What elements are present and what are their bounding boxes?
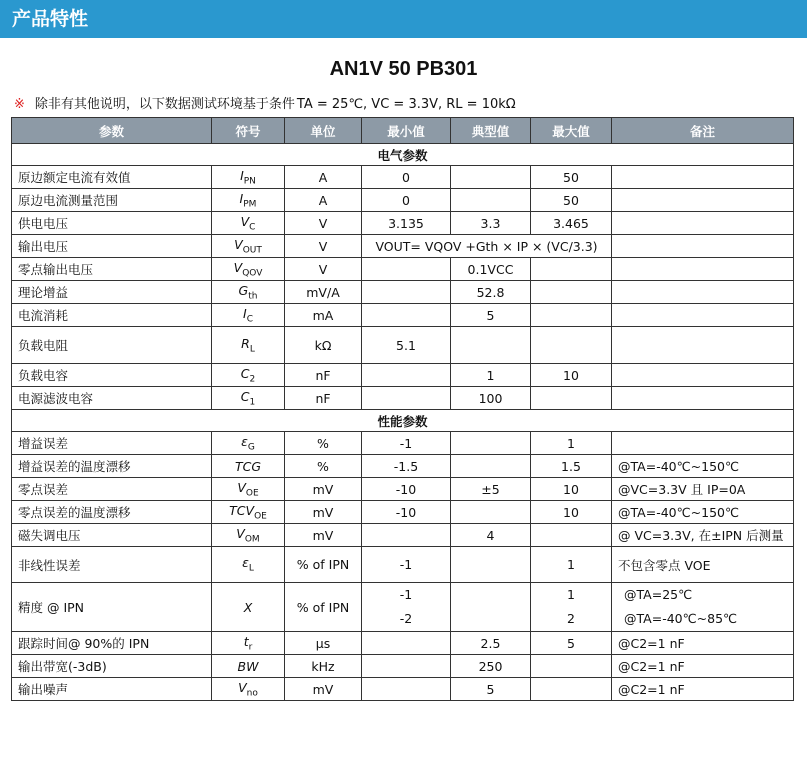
symbol-main: R (241, 335, 250, 351)
product-title: AN1V 50 PB301 (329, 58, 478, 80)
max-cell (531, 524, 612, 547)
symbol-cell (212, 655, 285, 678)
max-cell (531, 387, 612, 410)
table-row (12, 166, 794, 189)
symbol-main: ε (241, 433, 248, 449)
table-row (12, 455, 794, 478)
symbol-cell (212, 547, 285, 583)
param-cell: 磁失调电压 (12, 524, 212, 547)
symbol-main: V (240, 213, 250, 229)
symbol-cell (212, 478, 285, 501)
param-cell: 理论增益 (12, 281, 212, 304)
note-cell (612, 281, 794, 304)
max-cell: 50 (531, 166, 612, 189)
symbol-main: X (243, 599, 253, 615)
note-cell: @C2=1 nF (612, 678, 794, 701)
table-row (12, 212, 794, 235)
max-cell (531, 258, 612, 281)
max-cell: 1 (531, 547, 612, 583)
max-cell: 10 (531, 478, 612, 501)
note-cell: @ VC=3.3V, 在±IPN 后测量 (612, 524, 794, 547)
symbol-main: V (236, 525, 245, 541)
symbol-subscript: C (249, 222, 256, 233)
symbol-main: V (234, 236, 243, 252)
param-cell: 原边额定电流有效值 (12, 166, 212, 189)
min-cell (362, 281, 451, 304)
unit-cell: nF (285, 387, 362, 410)
max-value-2: 2 (567, 611, 575, 626)
min-cell (362, 655, 451, 678)
param-cell: 供电电压 (12, 212, 212, 235)
symbol-cell (212, 235, 285, 258)
note-cell (612, 583, 794, 632)
symbol-cell (212, 304, 285, 327)
symbol-cell (212, 432, 285, 455)
table-row (12, 632, 794, 655)
unit-cell: μs (285, 632, 362, 655)
table-row (12, 655, 794, 678)
table-row (12, 364, 794, 387)
note-text: 除非有其他说明，以下数据测试环境基于条件 (34, 97, 295, 112)
section-title: 性能参数 (12, 410, 794, 432)
typ-cell: 4 (451, 524, 531, 547)
max-cell: 1 (531, 432, 612, 455)
typ-cell (451, 583, 531, 632)
min-value: -1 (399, 587, 413, 602)
section-row-electrical (12, 144, 794, 166)
min-cell: -1 (362, 547, 451, 583)
header-max: 最大值 (531, 118, 612, 144)
typ-cell: 250 (451, 655, 531, 678)
table-row (12, 281, 794, 304)
section-banner: 产品特性 (0, 0, 807, 38)
symbol-subscript: L (249, 344, 255, 355)
symbol-main: V (233, 259, 243, 275)
note-cell (612, 387, 794, 410)
min-cell: -10 (362, 501, 451, 524)
note-cell: @C2=1 nF (612, 655, 794, 678)
note-cell (612, 304, 794, 327)
test-condition-note (14, 93, 516, 112)
symbol-main: ε (242, 555, 249, 571)
param-cell: 零点误差 (12, 478, 212, 501)
max-cell (531, 583, 612, 632)
symbol-main: I (239, 190, 244, 206)
note-cell (612, 166, 794, 189)
param-cell: 输出电压 (12, 235, 212, 258)
typ-cell: 100 (451, 387, 531, 410)
note-cell (612, 189, 794, 212)
typ-cell: ±5 (451, 478, 531, 501)
typ-cell (451, 327, 531, 364)
max-cell: 50 (531, 189, 612, 212)
min-cell (362, 304, 451, 327)
symbol-main: I (243, 305, 247, 321)
param-cell: 零点输出电压 (12, 258, 212, 281)
param-cell: 增益误差 (12, 432, 212, 455)
symbol-subscript: no (246, 688, 258, 699)
max-cell: 10 (531, 364, 612, 387)
unit-cell: mV/A (285, 281, 362, 304)
note-cell (612, 327, 794, 364)
symbol-main: V (237, 479, 246, 495)
min-cell (362, 258, 451, 281)
min-cell (362, 387, 451, 410)
typ-cell (451, 166, 531, 189)
max-cell (531, 327, 612, 364)
param-cell: 非线性误差 (12, 547, 212, 583)
typ-value (457, 595, 524, 619)
symbol-main: C (240, 365, 250, 381)
note-cell (612, 258, 794, 281)
note-cell (612, 212, 794, 235)
header-param: 参数 (12, 118, 212, 144)
param-cell: 输出噪声 (12, 678, 212, 701)
table-row (12, 387, 794, 410)
symbol-main: G (238, 282, 249, 298)
header-typ: 典型值 (451, 118, 531, 144)
symbol-cell (212, 327, 285, 364)
table-row (12, 189, 794, 212)
symbol-cell (212, 166, 285, 189)
symbol-subscript: r (248, 642, 253, 653)
symbol-subscript: OE (245, 488, 259, 499)
max-cell (531, 655, 612, 678)
header-symbol: 符号 (212, 118, 285, 144)
symbol-cell (212, 455, 285, 478)
typ-cell: 0.1VCC (451, 258, 531, 281)
header-min: 最小值 (362, 118, 451, 144)
unit-cell: V (285, 258, 362, 281)
symbol-cell (212, 501, 285, 524)
section-row-performance (12, 410, 794, 432)
symbol-subscript: 2 (249, 374, 256, 385)
symbol-cell (212, 524, 285, 547)
min-cell: 3.135 (362, 212, 451, 235)
unit-cell: kHz (285, 655, 362, 678)
note-cell (612, 432, 794, 455)
typ-cell (451, 547, 531, 583)
param-cell: 电流消耗 (12, 304, 212, 327)
unit-cell: % (285, 455, 362, 478)
symbol-subscript: QOV (242, 268, 263, 279)
note-condition: TA = 25℃, VC = 3.3V, RL = 10kΩ (296, 97, 516, 112)
table-row (12, 501, 794, 524)
note-cell (612, 235, 794, 258)
note-cell: @VC=3.3V 且 IP=0A (612, 478, 794, 501)
symbol-main: C (240, 388, 250, 404)
min-cell: 0 (362, 166, 451, 189)
table-row (12, 327, 794, 364)
formula-cell: VOUT= VQOV +Gth × IP × (VC/3.3) (362, 235, 612, 258)
symbol-cell (212, 189, 285, 212)
unit-cell: A (285, 166, 362, 189)
min-cell (362, 678, 451, 701)
typ-cell (451, 189, 531, 212)
symbol-cell (212, 632, 285, 655)
symbol-cell (212, 258, 285, 281)
symbol-subscript: C (246, 314, 253, 325)
min-cell: 5.1 (362, 327, 451, 364)
typ-cell (451, 501, 531, 524)
note-mark: ※ (14, 97, 25, 112)
note-cell (612, 364, 794, 387)
symbol-cell (212, 364, 285, 387)
unit-cell: V (285, 212, 362, 235)
table-row (12, 258, 794, 281)
note-cell: @C2=1 nF (612, 632, 794, 655)
note-value-2: @TA=-40℃~85℃ (624, 611, 738, 626)
table-row (12, 583, 794, 632)
unit-cell: kΩ (285, 327, 362, 364)
unit-cell: % of IPN (285, 547, 362, 583)
table-header-row (12, 118, 794, 144)
param-cell: 精度 @ IPN (12, 583, 212, 632)
symbol-cell (212, 678, 285, 701)
symbol-subscript: OM (244, 534, 260, 545)
max-cell: 3.465 (531, 212, 612, 235)
note-value: @TA=25℃ (624, 587, 693, 602)
unit-cell: A (285, 189, 362, 212)
max-cell: 1.5 (531, 455, 612, 478)
table-row (12, 432, 794, 455)
header-unit: 单位 (285, 118, 362, 144)
symbol-main: I (240, 167, 244, 183)
typ-cell: 2.5 (451, 632, 531, 655)
max-cell: 5 (531, 632, 612, 655)
unit-cell: mV (285, 501, 362, 524)
param-cell: 输出带宽(-3dB) (12, 655, 212, 678)
typ-cell: 3.3 (451, 212, 531, 235)
note-cell: 不包含零点 VOE (612, 547, 794, 583)
symbol-main: V (238, 679, 247, 695)
typ-cell: 52.8 (451, 281, 531, 304)
unit-cell: mV (285, 478, 362, 501)
max-cell: 10 (531, 501, 612, 524)
table-row (12, 478, 794, 501)
max-cell (531, 678, 612, 701)
min-cell (362, 364, 451, 387)
param-cell: 电源滤波电容 (12, 387, 212, 410)
section-title: 电气参数 (12, 144, 794, 166)
param-cell: 跟踪时间@ 90%的 IPN (12, 632, 212, 655)
typ-cell: 5 (451, 678, 531, 701)
table-row (12, 524, 794, 547)
min-cell: -1.5 (362, 455, 451, 478)
symbol-main: TCV (229, 502, 255, 518)
symbol-main: TCG (234, 458, 262, 474)
max-value: 1 (567, 587, 575, 602)
min-value-2: -2 (399, 611, 413, 626)
unit-cell: nF (285, 364, 362, 387)
param-cell: 增益误差的温度漂移 (12, 455, 212, 478)
symbol-subscript: G (247, 442, 255, 453)
param-cell: 原边电流测量范围 (12, 189, 212, 212)
symbol-subscript: L (248, 563, 254, 574)
unit-cell: mV (285, 524, 362, 547)
symbol-main: BW (237, 658, 259, 674)
typ-cell (451, 432, 531, 455)
unit-cell: % (285, 432, 362, 455)
symbol-cell (212, 212, 285, 235)
symbol-main: t (243, 633, 249, 649)
param-cell: 负载电阻 (12, 327, 212, 364)
min-cell (362, 524, 451, 547)
typ-cell: 1 (451, 364, 531, 387)
unit-cell: mV (285, 678, 362, 701)
max-cell (531, 304, 612, 327)
min-cell: 0 (362, 189, 451, 212)
min-cell (362, 632, 451, 655)
param-cell: 零点误差的温度漂移 (12, 501, 212, 524)
symbol-subscript: 1 (249, 397, 256, 408)
header-note: 备注 (612, 118, 794, 144)
note-cell: @TA=-40℃~150℃ (612, 455, 794, 478)
table-row (12, 678, 794, 701)
param-cell: 负载电容 (12, 364, 212, 387)
symbol-subscript: th (248, 291, 258, 302)
symbol-subscript: OUT (242, 245, 262, 256)
symbol-subscript: OE (254, 511, 267, 522)
unit-cell: V (285, 235, 362, 258)
unit-cell: % of IPN (285, 583, 362, 632)
typ-cell (451, 455, 531, 478)
symbol-subscript: PN (243, 176, 256, 187)
min-cell: -10 (362, 478, 451, 501)
min-cell (362, 583, 451, 632)
symbol-cell (212, 583, 285, 632)
table-row (12, 304, 794, 327)
typ-cell: 5 (451, 304, 531, 327)
symbol-subscript: PM (243, 199, 257, 210)
table-row (12, 235, 794, 258)
table-row (12, 547, 794, 583)
max-cell (531, 281, 612, 304)
symbol-cell (212, 387, 285, 410)
spec-table (11, 117, 794, 701)
unit-cell: mA (285, 304, 362, 327)
symbol-cell (212, 281, 285, 304)
note-cell: @TA=-40℃~150℃ (612, 501, 794, 524)
min-cell: -1 (362, 432, 451, 455)
